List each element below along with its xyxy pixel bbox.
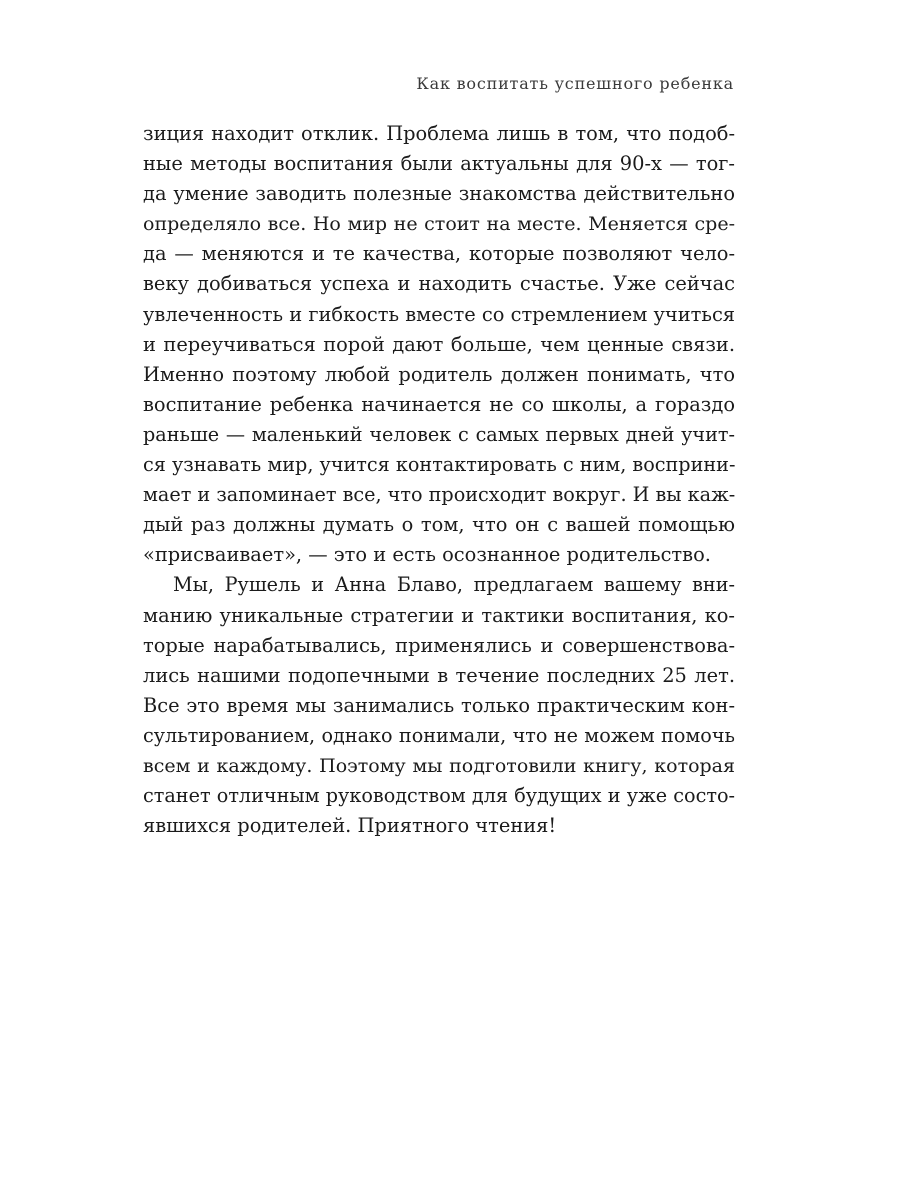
text-line: веку добиваться успеха и находить счастье. Уже сейчас bbox=[143, 272, 735, 296]
text-line: Именно поэтому любой родитель должен понимать, что bbox=[143, 362, 735, 386]
body-text bbox=[143, 119, 735, 841]
text-line: ся узнавать мир, учится контактировать с ним, восприни- bbox=[143, 453, 736, 477]
text-line: ные методы воспитания были актуальны для 90-х — тог- bbox=[143, 152, 735, 176]
text-line: и переучиваться порой дают больше, чем ценные связи. bbox=[143, 332, 735, 356]
paragraph-1 bbox=[143, 119, 735, 570]
text-line: лись нашими подопечными в течение последних 25 лет. bbox=[143, 663, 735, 687]
paragraph-2 bbox=[143, 570, 735, 841]
text-line: воспитание ребенка начинается не со школы, а гораздо bbox=[143, 392, 735, 416]
text-line: дый раз должны думать о том, что он с вашей помощью bbox=[143, 513, 735, 537]
text-line: определяло все. Но мир не стоит на месте. Меняется сре- bbox=[143, 213, 735, 236]
text-line: зиция находит отклик. Проблема лишь в том, что подоб- bbox=[143, 122, 735, 145]
text-line: Все это время мы занимались только практическим кон- bbox=[143, 693, 735, 717]
text-line: станет отличным руководством для будущих и уже состо- bbox=[143, 784, 735, 808]
text-line: мает и запоминает все, что происходит вокруг. И вы каж- bbox=[143, 483, 736, 507]
text-line: увлеченность и гибкость вместе со стремлением учиться bbox=[143, 302, 736, 326]
text-line: да умение заводить полезные знакомства действительно bbox=[143, 182, 735, 206]
text-line: раньше — маленький человек с самых первых дней учит- bbox=[143, 422, 735, 446]
text-line: торые нарабатывались, применялись и совершенствова- bbox=[143, 633, 735, 657]
text-line: «присваивает», — это и есть осознанное родительство. bbox=[143, 543, 711, 567]
text-line: манию уникальные стратегии и тактики воспитания, ко- bbox=[143, 603, 735, 627]
text-line: всем и каждому. Поэтому мы подготовили книгу, которая bbox=[143, 754, 735, 777]
text-line: сультированием, однако понимали, что не можем помочь bbox=[143, 723, 735, 747]
text-line: явшихся родителей. Приятного чтения! bbox=[143, 814, 557, 838]
text-line: да — меняются и те качества, которые позволяют чело- bbox=[143, 242, 735, 266]
text-line: Мы, Рушель и Анна Блаво, предлагаем вашему вни- bbox=[173, 573, 735, 597]
running-header-title: Как воспитать успешного ребенка bbox=[416, 74, 734, 93]
